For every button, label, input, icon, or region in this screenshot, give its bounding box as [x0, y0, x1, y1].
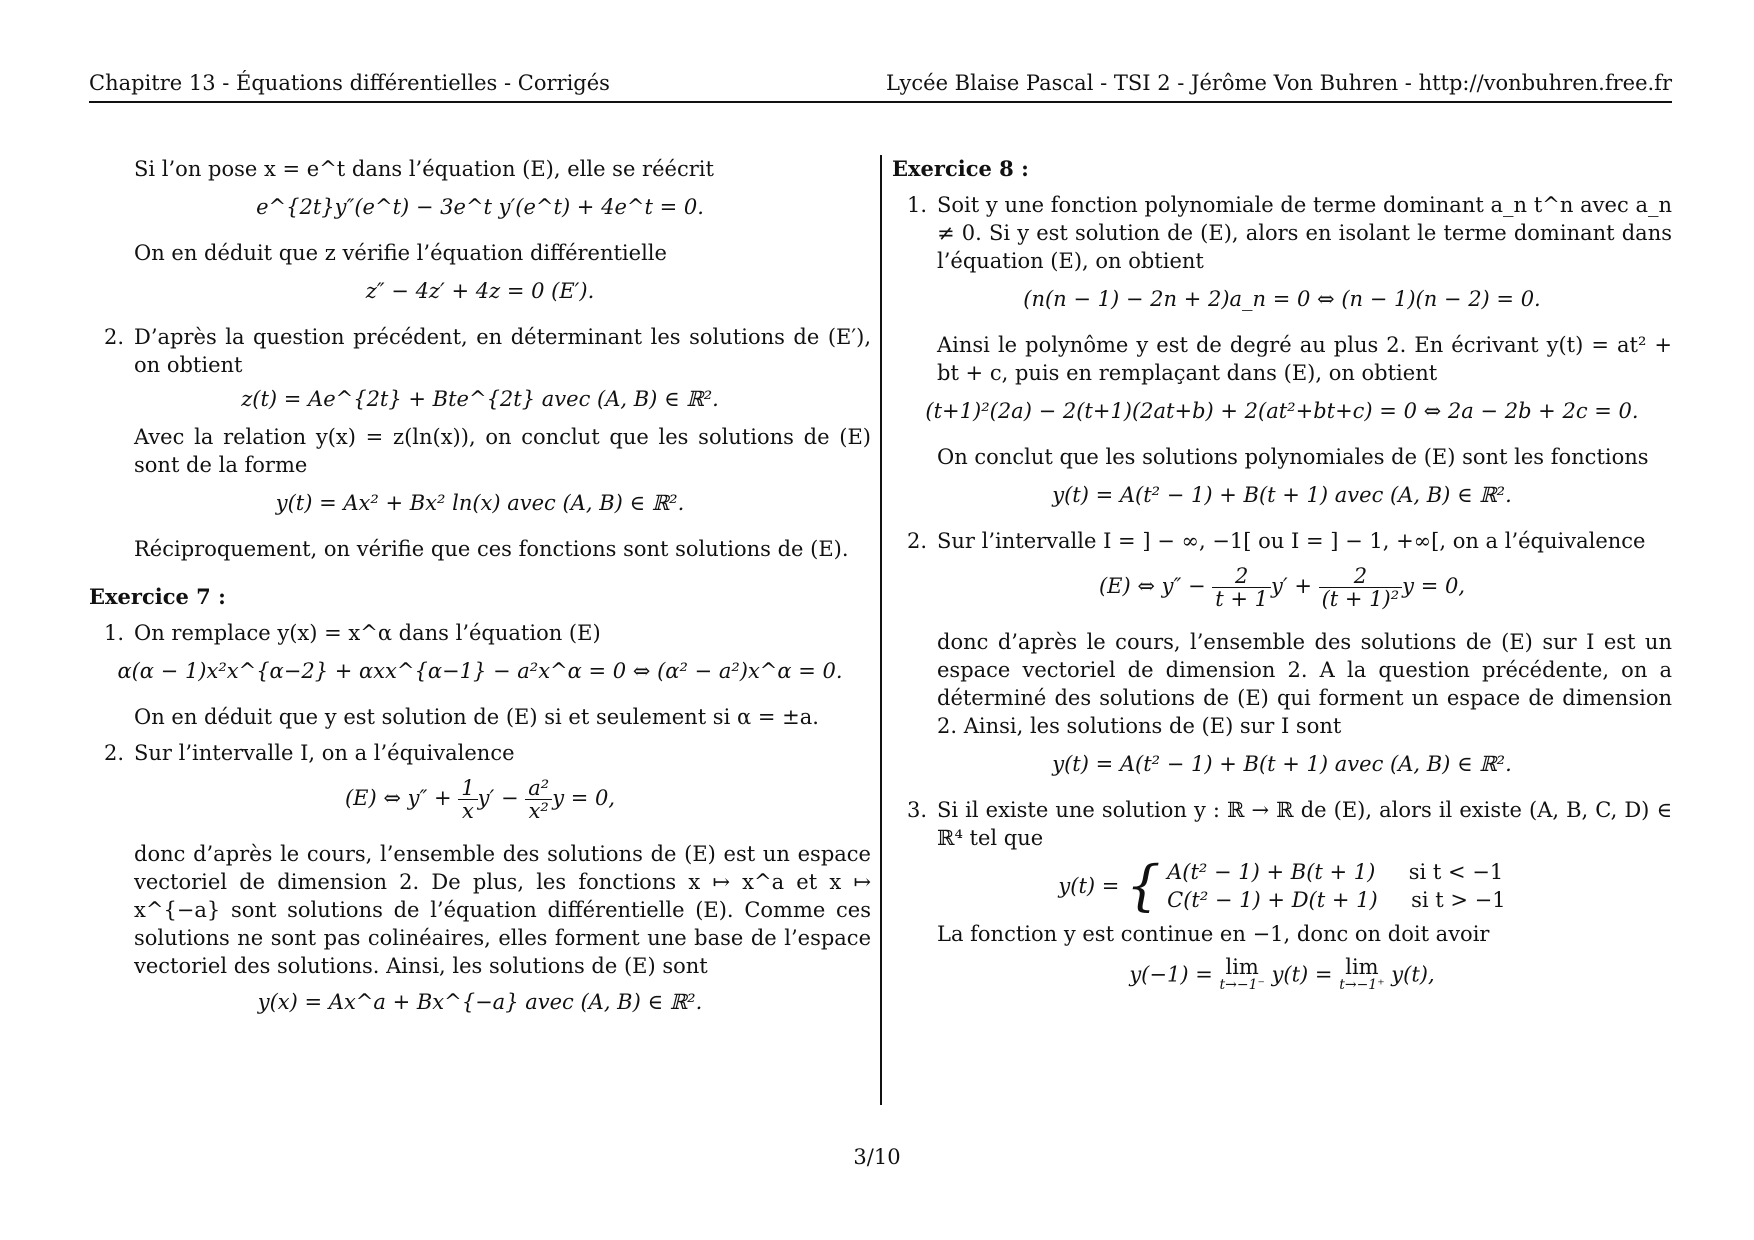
page-header	[89, 70, 1672, 96]
equation-part: y = 0,	[552, 786, 616, 810]
equation	[892, 955, 1672, 994]
item-text: Si il existe une solution y : ℝ → ℝ de (E), alors il existe (A, B, C, D) ∈ ℝ⁴ tel que	[937, 798, 1672, 850]
equation: (t+1)²(2a) − 2(t+1)(2at+b) + 2(at²+bt+c) = 0 ⇔ 2a − 2b + 2c = 0.	[925, 399, 1639, 423]
numerator: 2	[1212, 565, 1271, 588]
list-item	[89, 323, 871, 379]
right-column	[892, 155, 1672, 1012]
equation-part: y = 0,	[1402, 574, 1466, 598]
brace: {	[1126, 854, 1161, 917]
item-number: 1.	[104, 621, 125, 645]
limit	[1339, 955, 1385, 994]
list-item	[892, 796, 1672, 852]
fraction	[1319, 565, 1403, 610]
case-expr: A(t² − 1) + B(t + 1)	[1167, 860, 1376, 884]
list-item	[89, 739, 871, 767]
item-text: Sur l’intervalle I, on a l’équivalence	[134, 741, 515, 765]
paragraph: On en déduit que z vérifie l’équation différentielle	[134, 241, 667, 265]
equation-part: y(t) =	[1058, 874, 1120, 898]
equation: y(t) = A(t² − 1) + B(t + 1) avec (A, B) ∈ ℝ².	[1052, 752, 1512, 776]
case-row	[1167, 858, 1505, 886]
paragraph: donc d’après le cours, l’ensemble des solutions de (E) est un espace vectoriel de dimension 2. De plus, les fonctions x ↦ x^a et x ↦ x^{−a} sont solutions de l’équation différentielle (E). Comme ces solutions ne sont pas colinéaires, elles forment une base de l’espace vectoriel des solutions. Ainsi, les solutions de (E) sont	[134, 842, 871, 978]
equation-part: y′ +	[1271, 574, 1319, 598]
fraction	[1212, 565, 1271, 610]
list-item	[89, 619, 871, 647]
header-school: Lycée Blaise Pascal - TSI 2 - Jérôme Von Buhren - http://vonbuhren.free.fr	[885, 71, 1672, 95]
equation-part: y′ −	[477, 786, 526, 810]
equation: y(t) = Ax² + Bx² ln(x) avec (A, B) ∈ ℝ².	[275, 491, 685, 515]
equation-part: (E) ⇔ y″ +	[344, 786, 459, 810]
list-item	[892, 191, 1672, 275]
numerator: a²	[525, 777, 552, 800]
left-column	[89, 155, 871, 1034]
list-item	[892, 527, 1672, 555]
equation-part: y(−1) =	[1129, 962, 1213, 987]
equation: (n(n − 1) − 2n + 2)a_n = 0 ⇔ (n − 1)(n − 2) = 0.	[1023, 287, 1541, 311]
page-number: 3/10	[853, 1145, 901, 1169]
item-number: 1.	[907, 193, 928, 217]
item-text: Soit y une fonction polynomiale de terme dominant a_n t^n avec a_n ≠ 0. Si y est solution de (E), alors en isolant le terme dominant dans l’équation (E), on obtient	[937, 193, 1672, 273]
equation-part: (E) ⇔ y″ −	[1098, 574, 1213, 598]
case-row	[1167, 886, 1505, 914]
lim-label: lim	[1345, 955, 1379, 979]
paragraph: donc d’après le cours, l’ensemble des solutions de (E) sur I est un espace vectoriel de dimension 2. A la question précédente, on a déterminé des solutions de (E) qui forment un espace de dimension 2. Ainsi, les solutions de (E) sur I sont	[937, 630, 1672, 738]
paragraph: Avec la relation y(x) = z(ln(x)), on conclut que les solutions de (E) sont de la forme	[134, 425, 871, 477]
case-cond: si t > −1	[1411, 888, 1506, 912]
denominator: (t + 1)²	[1321, 587, 1400, 611]
equation-part: y(t) =	[1271, 962, 1333, 987]
fraction	[525, 777, 552, 822]
lim-label: lim	[1225, 955, 1259, 979]
item-number: 2.	[907, 529, 928, 553]
case-expr: C(t² − 1) + D(t + 1)	[1167, 888, 1378, 912]
paragraph: On conclut que les solutions polynomiales de (E) sont les fonctions	[937, 445, 1649, 469]
fraction	[458, 777, 477, 822]
equation: e^{2t}y″(e^t) − 3e^t y′(e^t) + 4e^t = 0.	[256, 195, 704, 219]
equation	[89, 777, 871, 822]
denominator: x²	[528, 799, 549, 823]
paragraph: Ainsi le polynôme y est de degré au plus 2. En écrivant y(t) = at² + bt + c, puis en remplaçant dans (E), on obtient	[937, 333, 1672, 385]
equation: y(x) = Ax^a + Bx^{−a} avec (A, B) ∈ ℝ².	[257, 990, 703, 1014]
numerator: 2	[1319, 565, 1403, 588]
denominator: t + 1	[1215, 587, 1269, 611]
paragraph: Réciproquement, on vérifie que ces fonctions sont solutions de (E).	[134, 537, 849, 561]
numerator: 1	[458, 777, 477, 800]
column-rule	[880, 155, 882, 1105]
exercise-title: Exercice 8 :	[892, 156, 1029, 181]
equation: α(α − 1)x²x^{α−2} + αxx^{α−1} − a²x^α = 0 ⇔ (α² − a²)x^α = 0.	[117, 659, 843, 683]
item-number: 3.	[907, 798, 928, 822]
lim-subscript: t→−1⁻	[1219, 977, 1265, 993]
exercise-title: Exercice 7 :	[89, 584, 226, 609]
item-text: On remplace y(x) = x^α dans l’équation (E)	[134, 621, 601, 645]
paragraph: La fonction y est continue en −1, donc on doit avoir	[937, 922, 1490, 946]
equation-part: y(t),	[1391, 962, 1435, 987]
item-number: 2.	[104, 741, 125, 765]
lim-subscript: t→−1⁺	[1339, 977, 1385, 993]
paragraph: Si l’on pose x = e^t dans l’équation (E), elle se réécrit	[134, 157, 714, 181]
header-rule	[89, 101, 1672, 103]
item-text: D’après la question précédent, en déterminant les solutions de (E′), on obtient	[134, 325, 871, 377]
equation: z″ − 4z′ + 4z = 0 (E′).	[365, 279, 595, 303]
item-text: Sur l’intervalle I = ] − ∞, −1[ ou I = ] − 1, +∞[, on a l’équivalence	[937, 529, 1646, 553]
equation	[892, 854, 1672, 917]
equation: y(t) = A(t² − 1) + B(t + 1) avec (A, B) ∈ ℝ².	[1052, 483, 1512, 507]
limit	[1219, 955, 1265, 994]
denominator: x	[462, 799, 474, 823]
case-cond: si t < −1	[1408, 860, 1504, 884]
paragraph: On en déduit que y est solution de (E) si et seulement si α = ±a.	[134, 705, 819, 729]
cases	[1167, 858, 1505, 914]
header-chapter: Chapitre 13 - Équations différentielles - Corrigés	[89, 71, 610, 95]
item-number: 2.	[104, 325, 125, 349]
equation: z(t) = Ae^{2t} + Bte^{2t} avec (A, B) ∈ ℝ².	[241, 387, 719, 411]
equation	[892, 565, 1672, 610]
